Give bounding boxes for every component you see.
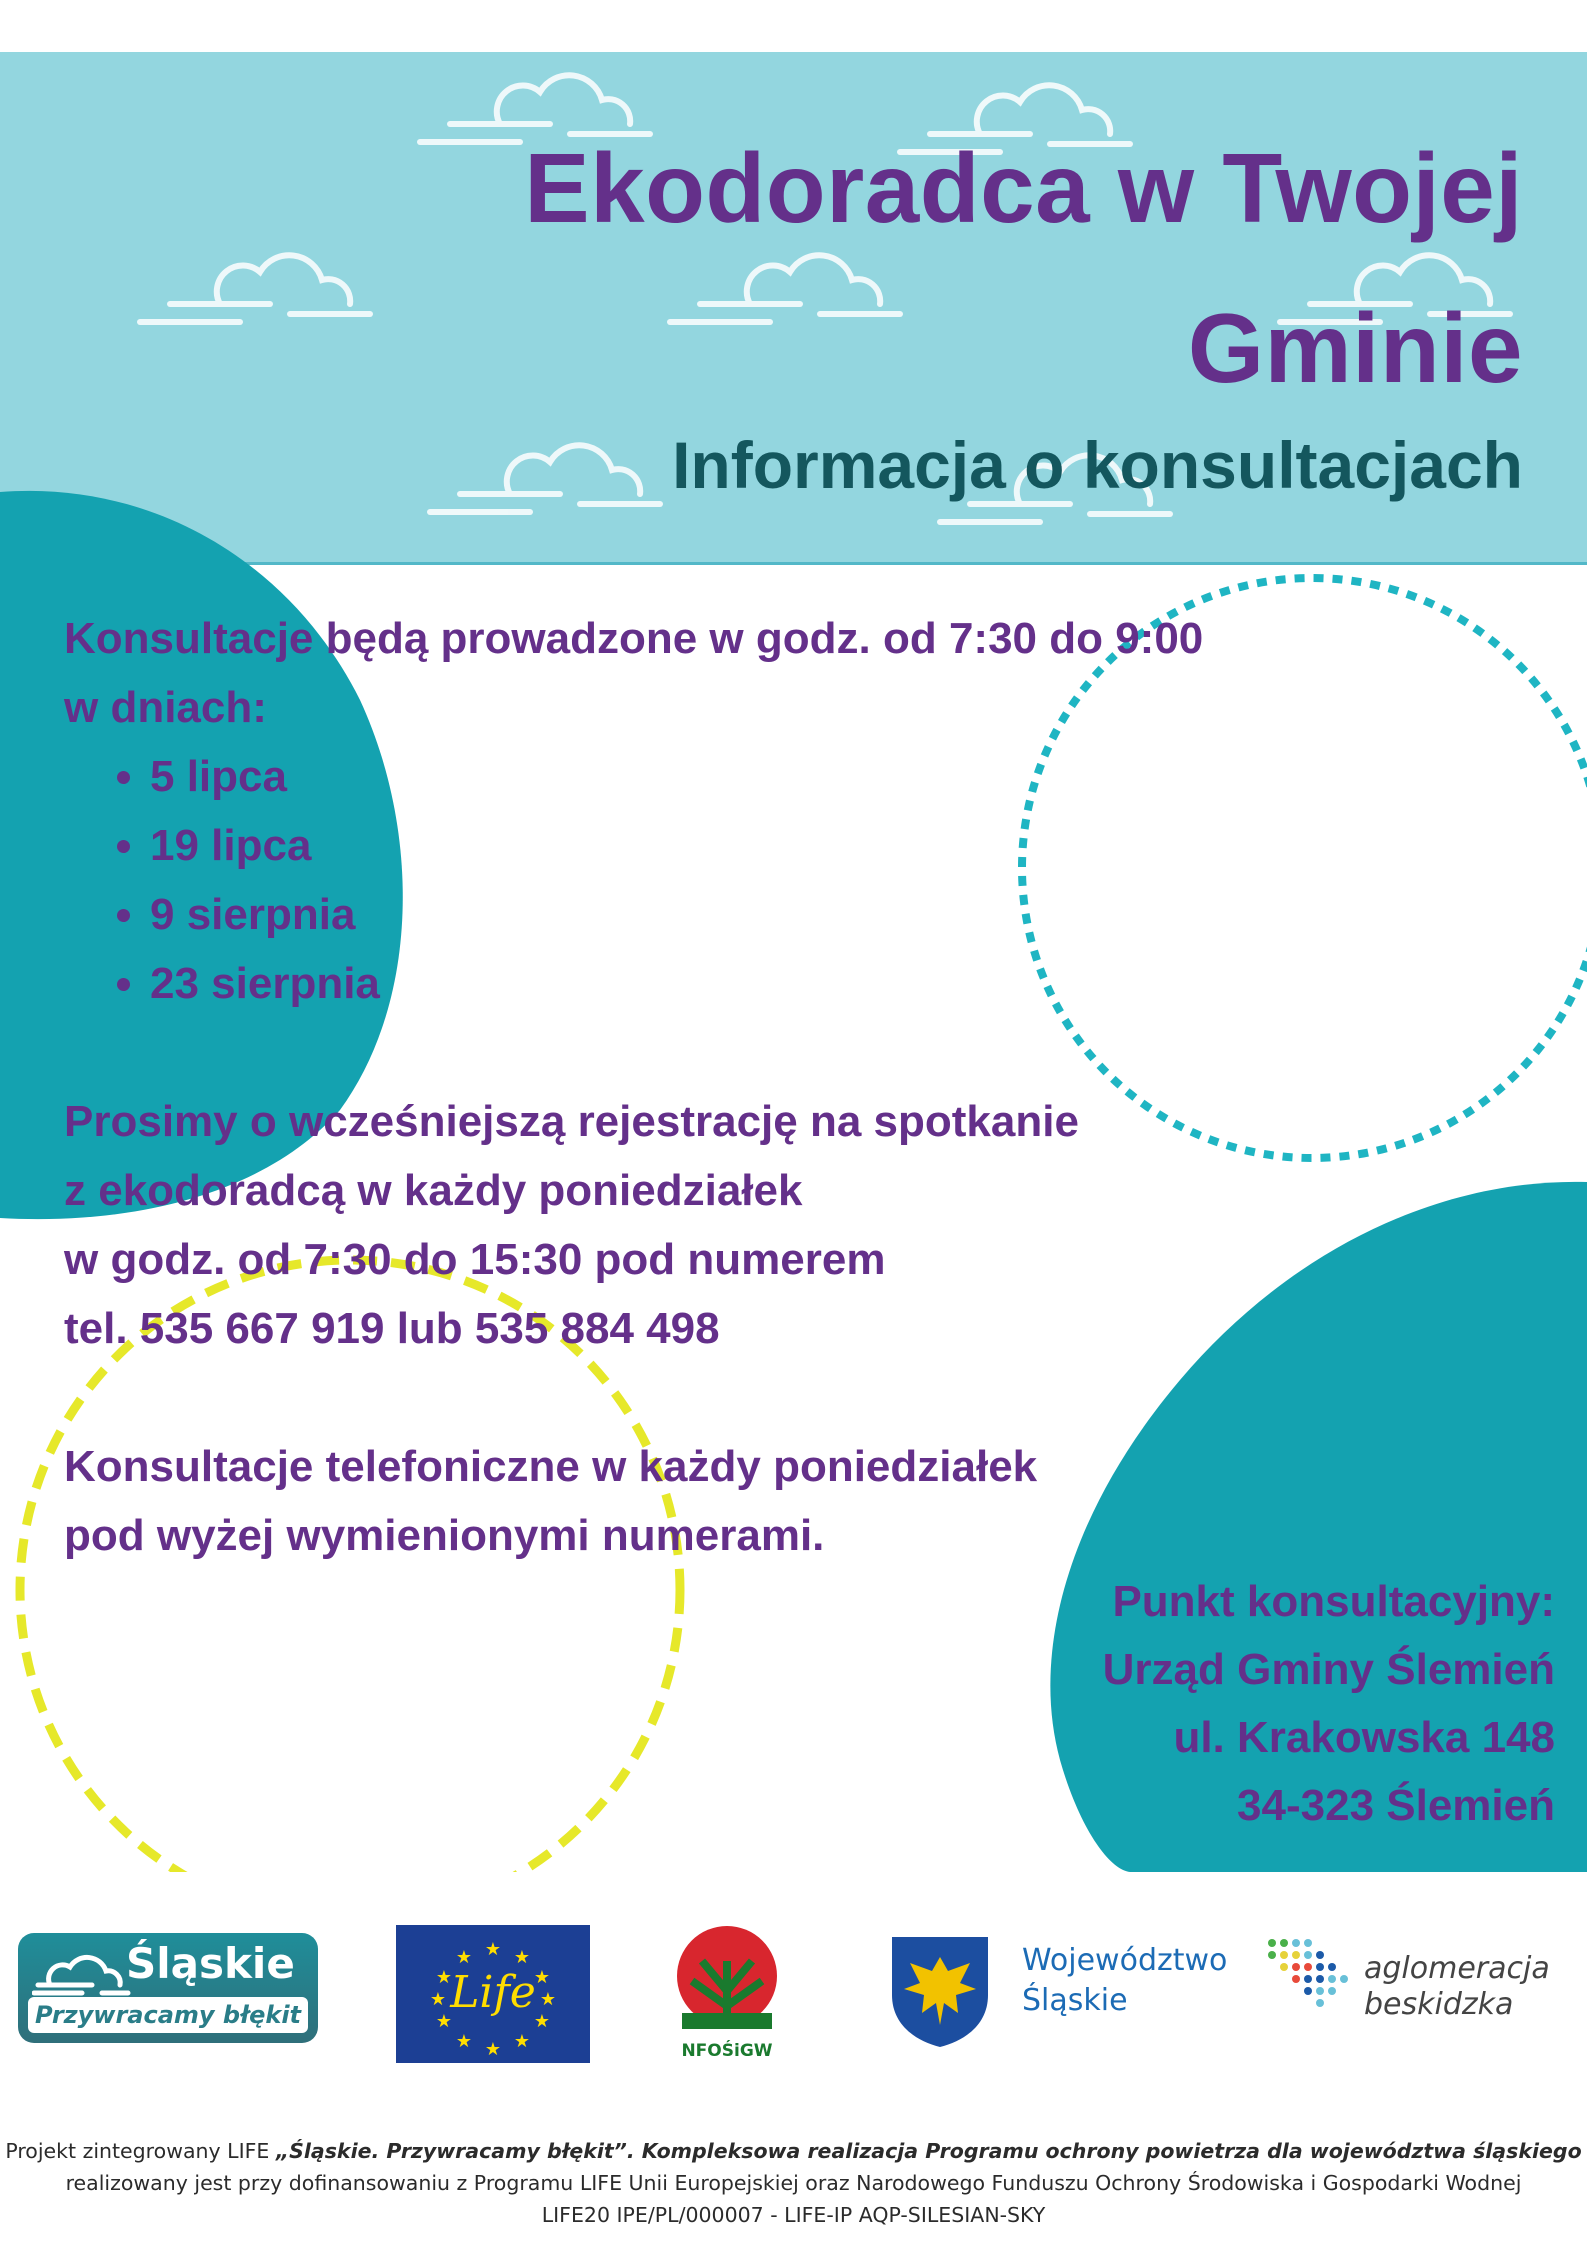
aglomeracja-logo — [1262, 1933, 1562, 2053]
aglomeracja-name-line1: aglomeracja — [1364, 1951, 1550, 1986]
wojewodztwo-name-line2: Śląskie — [1022, 1983, 1128, 2018]
consultation-address — [955, 1568, 1555, 1840]
list-item: • 9 sierpnia — [150, 880, 1304, 949]
nfosigw-text: NFOŚiGW — [681, 2041, 773, 2061]
address-street: ul. Krakowska 148 — [1173, 1713, 1555, 1762]
svg-text:★: ★ — [539, 1989, 557, 2009]
partner-logos — [0, 1905, 1587, 2085]
cloud-icon — [32, 1941, 132, 2001]
registration-line: w godz. od 7:30 do 15:30 pod numerem — [64, 1235, 886, 1284]
spacer — [64, 1363, 1304, 1432]
registration-line: Prosimy o wcześniejszą rejestrację na spotkanie — [64, 1097, 1079, 1146]
life-logo-text: Life — [450, 1967, 536, 2018]
svg-text:★: ★ — [533, 1967, 551, 1987]
wojewodztwo-logo — [888, 1933, 1228, 2053]
slaskie-logo-tagline-text: Przywracamy błękit — [34, 2001, 302, 2029]
list-item: • 19 lipca — [150, 811, 1304, 880]
footer-line-3: LIFE20 IPE/PL/000007 - LIFE-IP AQP-SILESIAN-SKY — [541, 2203, 1046, 2227]
footer-note — [0, 2135, 1587, 2231]
list-item: • 5 lipca — [150, 742, 1304, 811]
svg-text:★: ★ — [513, 1947, 531, 1967]
phone-consult-line: pod wyżej wymienionymi numerami. — [64, 1511, 825, 1560]
phone-consult-line: Konsultacje telefoniczne w każdy poniedziałek — [64, 1442, 1038, 1491]
footer-line-1 — [0, 2135, 1587, 2167]
footer-line-1-italic: „Śląskie. Przywracamy błękit”. Kompleksowa realizacja Programu ochrony powietrza dla województwa śląskiego — [275, 2139, 1582, 2163]
title-line-2: Gminie — [1187, 293, 1523, 403]
address-office: Urząd Gminy Ślemień — [1102, 1645, 1555, 1694]
footer-line-2: realizowany jest przy dofinansowaniu z Programu LIFE Unii Europejskiej oraz Narodowego Funduszu Ochrony Środowiska i Gospodarki Wodnej — [65, 2171, 1522, 2195]
page-title — [323, 108, 1523, 428]
address-label: Punkt konsultacyjny: — [1112, 1577, 1555, 1626]
main-content — [64, 604, 1304, 1570]
registration-phones: tel. 535 667 919 lub 535 884 498 — [64, 1304, 720, 1353]
svg-text:★: ★ — [484, 2039, 502, 2059]
slaskie-logo — [18, 1933, 318, 2043]
svg-text:★: ★ — [484, 1939, 502, 1959]
date-list — [64, 742, 1304, 1018]
svg-text:★: ★ — [435, 1967, 453, 1987]
slaskie-logo-tagline — [28, 1997, 308, 2033]
wojewodztwo-name-line1: Województwo — [1022, 1943, 1228, 1978]
registration-line: z ekodoradcą w każdy poniedziałek — [64, 1166, 803, 1215]
svg-text:★: ★ — [435, 2011, 453, 2031]
page-subtitle: Informacja o konsultacjach — [672, 428, 1523, 502]
aglomeracja-name-line2: beskidzka — [1364, 1987, 1514, 2022]
list-item: • 23 sierpnia — [150, 949, 1304, 1018]
schedule-intro: Konsultacje będą prowadzone w godz. od 7:30 do 9:00 — [64, 614, 1204, 663]
title-line-1: Ekodoradca w Twojej — [524, 133, 1523, 243]
eagle-shield-icon — [888, 1933, 992, 2049]
svg-text:★: ★ — [455, 1947, 473, 1967]
svg-text:★: ★ — [533, 2011, 551, 2031]
tree-emblem-icon — [672, 1921, 782, 2041]
svg-text:★: ★ — [429, 1989, 447, 2009]
slaskie-logo-title: Śląskie — [126, 1939, 295, 1988]
svg-text:★: ★ — [513, 2031, 531, 2051]
address-city: 34-323 Ślemień — [1237, 1781, 1555, 1830]
footer-line-1-plain: Projekt zintegrowany LIFE — [5, 2139, 276, 2163]
nfosigw-logo — [672, 1921, 782, 2071]
spacer — [64, 1018, 1304, 1087]
dot-map-icon — [1262, 1933, 1352, 2019]
svg-text:★: ★ — [455, 2031, 473, 2051]
life-eu-logo — [396, 1925, 590, 2063]
schedule-days-label: w dniach: — [64, 683, 267, 732]
